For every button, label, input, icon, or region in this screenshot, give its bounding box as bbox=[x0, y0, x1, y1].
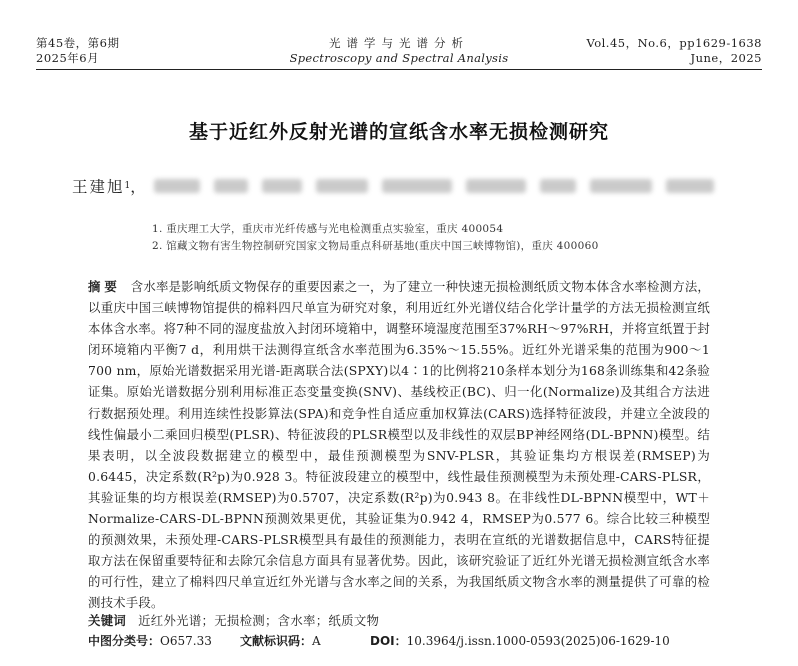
paper-title: 基于近红外反射光谱的宣纸含水率无损检测研究 bbox=[188, 121, 609, 143]
abstract-label: 摘要 bbox=[88, 279, 121, 294]
doc-code-group bbox=[240, 632, 370, 649]
publication-date: 2025年6月 bbox=[36, 51, 100, 65]
doc-code-value: A bbox=[312, 634, 321, 648]
redacted-author bbox=[262, 179, 302, 193]
abstract-text: 含水率是影响纸质文物保存的重要因素之一，为了建立一种快速无损检测纸质文物本体含水率检测方法，以重庆中国三峡博物馆提供的棉料四尺单宣为研究对象，利用近红外光谱仪结合化学计量学的方法无损检测宣纸本体含水率。将7种不同的湿度盐放入封闭环境箱中，调整环境湿度范围至37%RH～97%RH，并将宣纸置于封闭环境箱内平衡7 d，利用烘干法测得宣纸含水率范围为6.35%～15.55%。近红外光谱采集的范围为900～1 700 nm，原始光谱数据采用光谱-距离联合法(SPXY)以4∶1的比例将210条样本划分为168条训练集和42条验证集。原始光谱数据分别利用标准正态变量变换(SNV)、基线校正(BC)、归一化(Normalize)及其组合方法进行数据预处理。利用连续性投影算法(SPA)和竞争性自适应重加权算法(CARS)选择特征波段，并建立全波段的线性偏最小二乘回归模型(PLSR)、特征波段的PLSR模型以及非线性的双层BP神经网络(DL-BPNN)模型。结果表明，以全波段数据建立的模型中，最佳预测模型为SNV-PLSR，其验证集均方根误差(RMSEP)为0.6445，决定系数(R²p)为0.928 3。特征波段建立的模型中，线性最佳预测模型为未预处理-CARS-PLSR，其验证集的均方根误差(RMSEP)为0.5707，决定系数(R²p)为0.943 8。在非线性DL-BPNN模型中，WT＋Normalize-CARS-DL-BPNN预测效果更优，其验证集为0.942 4，RMSEP为0.577 6。综合比较三种模型的预测效果，未预处理-CARS-PLSR模型具有最佳的预测能力，表明在宣纸的光谱数据信息中，CARS特征提取方法在保留重要特征和去除冗余信息方面具有显著优势。因此，该研究验证了近红外光谱无损检测宣纸含水率的可行性，建立了棉料四尺单宣近红外光谱与含水率之间的关系，为我国纸质文物含水率的测量提供了可靠的检测技术手段。 bbox=[88, 279, 711, 611]
affiliation-2: 2. 馆藏文物有害生物控制研究国家文物局重点科研基地(重庆中国三峡博物馆)，重庆 400060 bbox=[152, 240, 599, 252]
redacted-author bbox=[214, 179, 248, 193]
doi-group bbox=[370, 632, 670, 649]
redacted-author bbox=[590, 179, 652, 193]
affiliation-1: 1. 重庆理工大学，重庆市光纤传感与光电检测重点实验室，重庆 400054 bbox=[152, 223, 504, 235]
doc-code-label: 文献标识码： bbox=[240, 634, 313, 648]
redacted-author bbox=[154, 179, 200, 193]
author-separator: ， bbox=[130, 178, 148, 196]
author-line bbox=[72, 175, 714, 197]
journal-name-cn: 光谱学与光谱分析 bbox=[329, 36, 469, 50]
clc-value: O657.33 bbox=[160, 634, 212, 648]
header-rule bbox=[36, 69, 762, 70]
doi-label: DOI： bbox=[370, 634, 407, 648]
classification-line bbox=[88, 632, 710, 649]
redacted-author bbox=[466, 179, 526, 193]
keywords bbox=[88, 611, 379, 629]
keywords-text: 近红外光谱；无损检测；含水率；纸质文物 bbox=[138, 613, 380, 628]
redacted-author bbox=[666, 179, 714, 193]
journal-name-en: Spectroscopy and Spectral Analysis bbox=[289, 51, 509, 65]
redacted-author bbox=[382, 179, 452, 193]
publication-date-en: June，2025 bbox=[690, 51, 762, 65]
keywords-label: 关键词 bbox=[88, 613, 127, 628]
volume-issue: 第45卷，第6期 bbox=[36, 36, 120, 50]
clc-group bbox=[88, 632, 240, 649]
redacted-author bbox=[316, 179, 368, 193]
header-right bbox=[586, 36, 762, 66]
clc-label: 中图分类号： bbox=[88, 634, 161, 648]
doi-value: 10.3964/j.issn.1000-0593(2025)06-1629-10 bbox=[406, 634, 670, 648]
first-author: 王建旭 bbox=[72, 178, 125, 196]
volume-pages: Vol.45，No.6，pp1629-1638 bbox=[586, 36, 762, 50]
redacted-author bbox=[540, 179, 576, 193]
abstract bbox=[88, 276, 710, 614]
author-affiliation-mark: 1 bbox=[124, 181, 131, 191]
redacted-authors bbox=[154, 179, 714, 193]
